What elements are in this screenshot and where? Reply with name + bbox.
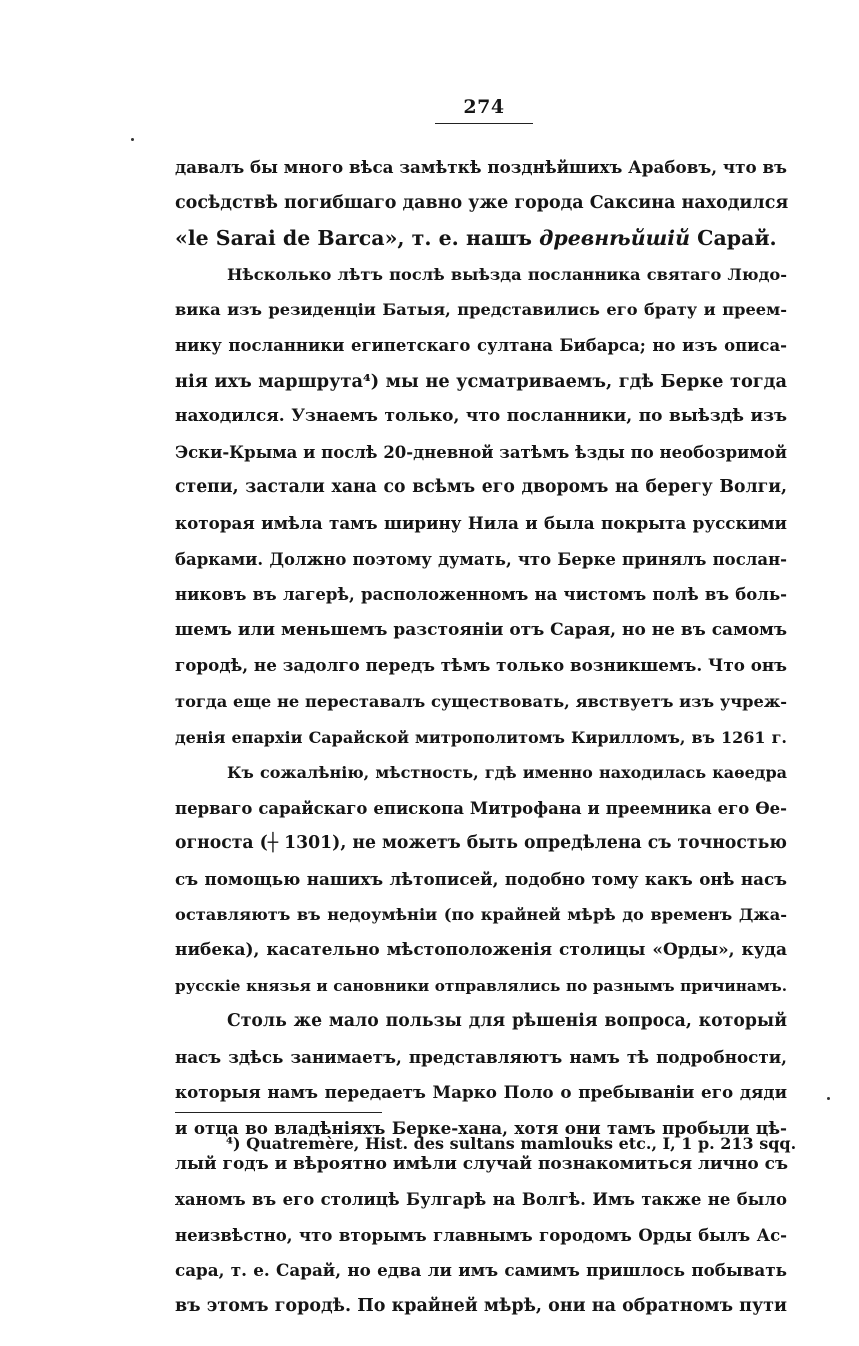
text-segment: «le Sarai de Barca», т. е. нашъ xyxy=(175,226,540,251)
text-line: лый годъ и вѣроятно имѣли случай познакомиться лично съ xyxy=(175,1153,789,1174)
text-line: ханомъ въ его столицѣ Булгарѣ на Волгѣ. Имъ также не было xyxy=(175,1190,787,1210)
text-line: находился. Узнаемъ только, что посланники, по выѣздѣ изъ xyxy=(175,406,787,427)
text-line: никовъ въ лагерѣ, расположенномъ на чистомъ полѣ въ боль- xyxy=(175,585,787,605)
text-line: степи, застали хана со всѣмъ его дворомъ на берегу Волги, xyxy=(175,477,787,498)
text-line: оставляютъ въ недоумѣніи (по крайней мѣрѣ до временъ Джа- xyxy=(175,905,787,925)
text-line: перваго сарайскаго епископа Митрофана и преемника его Ѳе- xyxy=(175,798,787,818)
scan-speck xyxy=(131,138,134,141)
text-line: Эски-Крыма и послѣ 20-дневной затѣмъ ѣзды по необозримой xyxy=(175,442,787,462)
text-line: которыя намъ передаетъ Марко Поло о пребываніи его дяди xyxy=(175,1082,787,1103)
scan-speck xyxy=(827,1097,830,1100)
text-line: тогда еще не переставалъ существовать, явствуетъ изъ учреж- xyxy=(175,691,787,711)
text-line: денія епархіи Сарайской митрополитомъ Кирилломъ, въ 1261 г. xyxy=(175,727,787,747)
text-line: городѣ, не задолго передъ тѣмъ только возникшемъ. Что онъ xyxy=(175,655,787,676)
text-line: съ помощью нашихъ лѣтописей, подобно тому какъ онѣ насъ xyxy=(175,868,787,889)
text-line: огноста (┼ 1301), не можетъ быть опредѣлена съ точностью xyxy=(175,833,787,854)
text-segment: Сарай. xyxy=(690,226,777,251)
text-line: неизвѣстно, что вторымъ главнымъ городомъ Орды былъ Ас- xyxy=(175,1225,787,1245)
text-line xyxy=(175,221,787,257)
text-line: вика изъ резиденціи Батыя, представились его брату и преем- xyxy=(175,300,787,320)
footnote-divider xyxy=(175,1112,382,1113)
text-line: нія ихъ маршрута⁴) мы не усматриваемъ, гдѣ Берке тогда xyxy=(175,370,787,392)
text-line: барками. Должно поэтому думать, что Берке принялъ послан- xyxy=(175,549,787,569)
paragraph-first-line: Къ сожалѣнію, мѣстность, гдѣ именно находилась каѳедра xyxy=(227,763,787,783)
text-line: сара, т. е. Сарай, но едва ли имъ самимъ пришлось побывать xyxy=(175,1260,787,1281)
paragraph-first-line: Нѣсколько лѣтъ послѣ выѣзда посланника святаго Людо- xyxy=(227,264,787,284)
text-line: нику посланники египетскаго султана Бибарса; но изъ описа- xyxy=(175,335,787,355)
italic-text: древнѣйшій xyxy=(539,226,690,251)
text-line: и отца во владѣніяхъ Берке-хана, хотя они тамъ пробыли цѣ- xyxy=(175,1118,787,1139)
text-line: насъ здѣсь занимаетъ, представляютъ намъ тѣ подробности, xyxy=(175,1046,787,1067)
text-line: шемъ или меньшемъ разстояніи отъ Сарая, но не въ самомъ xyxy=(175,619,787,640)
text-line: русскіе князья и сановники отправлялись по разнымъ причинамъ. xyxy=(175,976,787,995)
text-line: въ этомъ городѣ. По крайней мѣрѣ, они на обратномъ пути xyxy=(175,1296,787,1316)
footnote: ⁴) Quatremère, Hist. des sultans mamlouks etc., I, 1 p. 213 sqq. xyxy=(226,1134,797,1153)
page-number: 274 xyxy=(435,96,533,124)
text-line: нибека), касательно мѣстоположенія столицы «Орды», куда xyxy=(175,940,787,961)
text-line: давалъ бы много вѣса замѣткѣ позднѣйшихъ Арабовъ, что въ xyxy=(175,157,787,177)
paragraph-first-line: Столь же мало пользы для рѣшенія вопроса, который xyxy=(227,1011,787,1032)
text-line: сосѣдствѣ погибшаго давно уже города Саксина находился xyxy=(175,192,789,213)
text-line: которая имѣла тамъ ширину Нила и была покрыта русскими xyxy=(175,512,787,533)
